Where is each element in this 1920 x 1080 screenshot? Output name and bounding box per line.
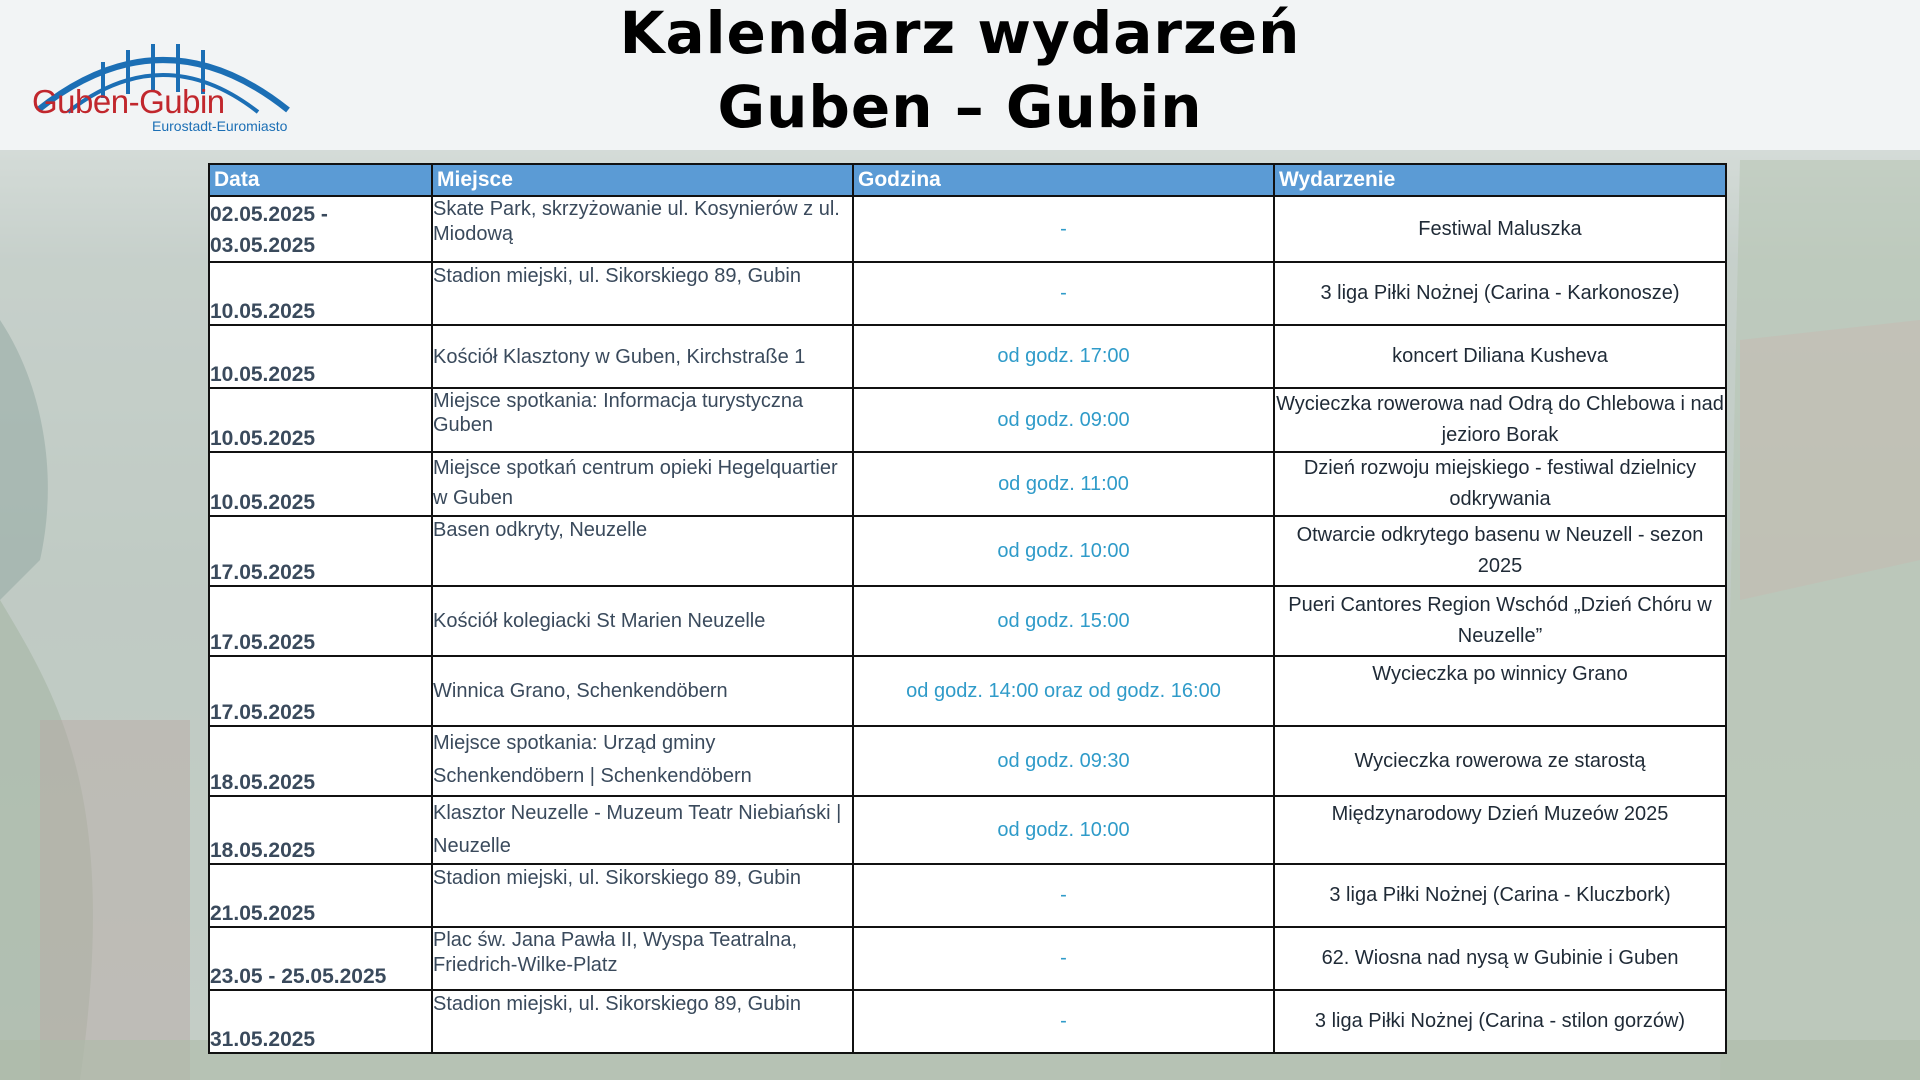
row-date: 10.05.2025 bbox=[209, 325, 432, 388]
row-date: 10.05.2025 bbox=[209, 452, 432, 516]
row-date: 21.05.2025 bbox=[209, 864, 432, 927]
row-place: Stadion miejski, ul. Sikorskiego 89, Gubin bbox=[432, 262, 853, 325]
row-date: 17.05.2025 bbox=[209, 586, 432, 656]
column-header-time: Godzina bbox=[853, 164, 1274, 196]
row-time: od godz. 14:00 oraz od godz. 16:00 bbox=[853, 656, 1274, 726]
logo-subtitle: Eurostadt-Euromiasto bbox=[152, 118, 288, 134]
row-place: Skate Park, skrzyżowanie ul. Kosynierów z ul. Miodową bbox=[432, 196, 853, 262]
row-place: Klasztor Neuzelle - Muzeum Teatr Niebiański | Neuzelle bbox=[432, 796, 853, 864]
row-date: 18.05.2025 bbox=[209, 726, 432, 796]
row-date: 23.05 - 25.05.2025 bbox=[209, 927, 432, 990]
row-event: 3 liga Piłki Nożnej (Carina - Kluczbork) bbox=[1274, 864, 1726, 927]
guben-gubin-logo bbox=[28, 28, 298, 138]
row-date: 02.05.2025 - 03.05.2025 bbox=[209, 196, 432, 262]
page-title: Kalendarz wydarzeń bbox=[619, 0, 1301, 67]
row-place: Kościół Klasztony w Guben, Kirchstraße 1 bbox=[432, 325, 853, 388]
column-header-date: Data bbox=[209, 164, 432, 196]
row-place: Kościół kolegiacki St Marien Neuzelle bbox=[432, 586, 853, 656]
table-row bbox=[209, 864, 1726, 927]
row-time: - bbox=[853, 927, 1274, 990]
row-event: Pueri Cantores Region Wschód „Dzień Chóru w Neuzelle” bbox=[1274, 586, 1726, 656]
table-row bbox=[209, 586, 1726, 656]
row-event: 3 liga Piłki Nożnej (Carina - stilon gorzów) bbox=[1274, 990, 1726, 1053]
logo-text: Guben-Gubin bbox=[32, 83, 225, 120]
table-row bbox=[209, 990, 1726, 1053]
table-row bbox=[209, 726, 1726, 796]
row-time: od godz. 09:00 bbox=[853, 388, 1274, 452]
row-event: Międzynarodowy Dzień Muzeów 2025 bbox=[1274, 796, 1726, 864]
row-event: Dzień rozwoju miejskiego - festiwal dzielnicy odkrywania bbox=[1274, 452, 1726, 516]
row-event: Wycieczka rowerowa ze starostą bbox=[1274, 726, 1726, 796]
row-time: od godz. 10:00 bbox=[853, 796, 1274, 864]
row-date: 10.05.2025 bbox=[209, 262, 432, 325]
row-time: od godz. 17:00 bbox=[853, 325, 1274, 388]
row-date: 17.05.2025 bbox=[209, 656, 432, 726]
row-place: Miejsce spotkań centrum opieki Hegelquartier w Guben bbox=[432, 452, 853, 516]
row-place: Miejsce spotkania: Urząd gminy Schenkendöbern | Schenkendöbern bbox=[432, 726, 853, 796]
row-place: Stadion miejski, ul. Sikorskiego 89, Gubin bbox=[432, 990, 853, 1053]
row-place: Miejsce spotkania: Informacja turystyczna Guben bbox=[432, 388, 853, 452]
row-time: od godz. 10:00 bbox=[853, 516, 1274, 586]
table-row bbox=[209, 196, 1726, 262]
row-event: 62. Wiosna nad nysą w Gubinie i Guben bbox=[1274, 927, 1726, 990]
row-event: Wycieczka rowerowa nad Odrą do Chlebowa i nad jezioro Borak bbox=[1274, 388, 1726, 452]
row-time: - bbox=[853, 990, 1274, 1053]
events-table bbox=[208, 163, 1727, 1054]
row-time: od godz. 11:00 bbox=[853, 452, 1274, 516]
row-time: - bbox=[853, 262, 1274, 325]
row-date: 31.05.2025 bbox=[209, 990, 432, 1053]
column-header-event: Wydarzenie bbox=[1274, 164, 1726, 196]
table-row bbox=[209, 325, 1726, 388]
row-place: Basen odkryty, Neuzelle bbox=[432, 516, 853, 586]
page-subtitle: Guben – Gubin bbox=[717, 73, 1203, 141]
row-time: - bbox=[853, 196, 1274, 262]
row-event: Festiwal Maluszka bbox=[1274, 196, 1726, 262]
row-place: Winnica Grano, Schenkendöbern bbox=[432, 656, 853, 726]
row-time: - bbox=[853, 864, 1274, 927]
row-date: 17.05.2025 bbox=[209, 516, 432, 586]
table-row bbox=[209, 796, 1726, 864]
row-event: koncert Diliana Kusheva bbox=[1274, 325, 1726, 388]
row-time: od godz. 15:00 bbox=[853, 586, 1274, 656]
column-header-place: Miejsce bbox=[432, 164, 853, 196]
table-header-row bbox=[209, 164, 1726, 196]
row-place: Plac św. Jana Pawła II, Wyspa Teatralna, Friedrich-Wilke-Platz bbox=[432, 927, 853, 990]
table-row bbox=[209, 927, 1726, 990]
table-row bbox=[209, 516, 1726, 586]
table-row bbox=[209, 452, 1726, 516]
table-row bbox=[209, 262, 1726, 325]
row-date: 18.05.2025 bbox=[209, 796, 432, 864]
row-event: Otwarcie odkrytego basenu w Neuzell - sezon 2025 bbox=[1274, 516, 1726, 586]
row-date: 10.05.2025 bbox=[209, 388, 432, 452]
row-place: Stadion miejski, ul. Sikorskiego 89, Gubin bbox=[432, 864, 853, 927]
table-row bbox=[209, 656, 1726, 726]
table-row bbox=[209, 388, 1726, 452]
row-time: od godz. 09:30 bbox=[853, 726, 1274, 796]
row-event: 3 liga Piłki Nożnej (Carina - Karkonosze) bbox=[1274, 262, 1726, 325]
row-event: Wycieczka po winnicy Grano bbox=[1274, 656, 1726, 726]
